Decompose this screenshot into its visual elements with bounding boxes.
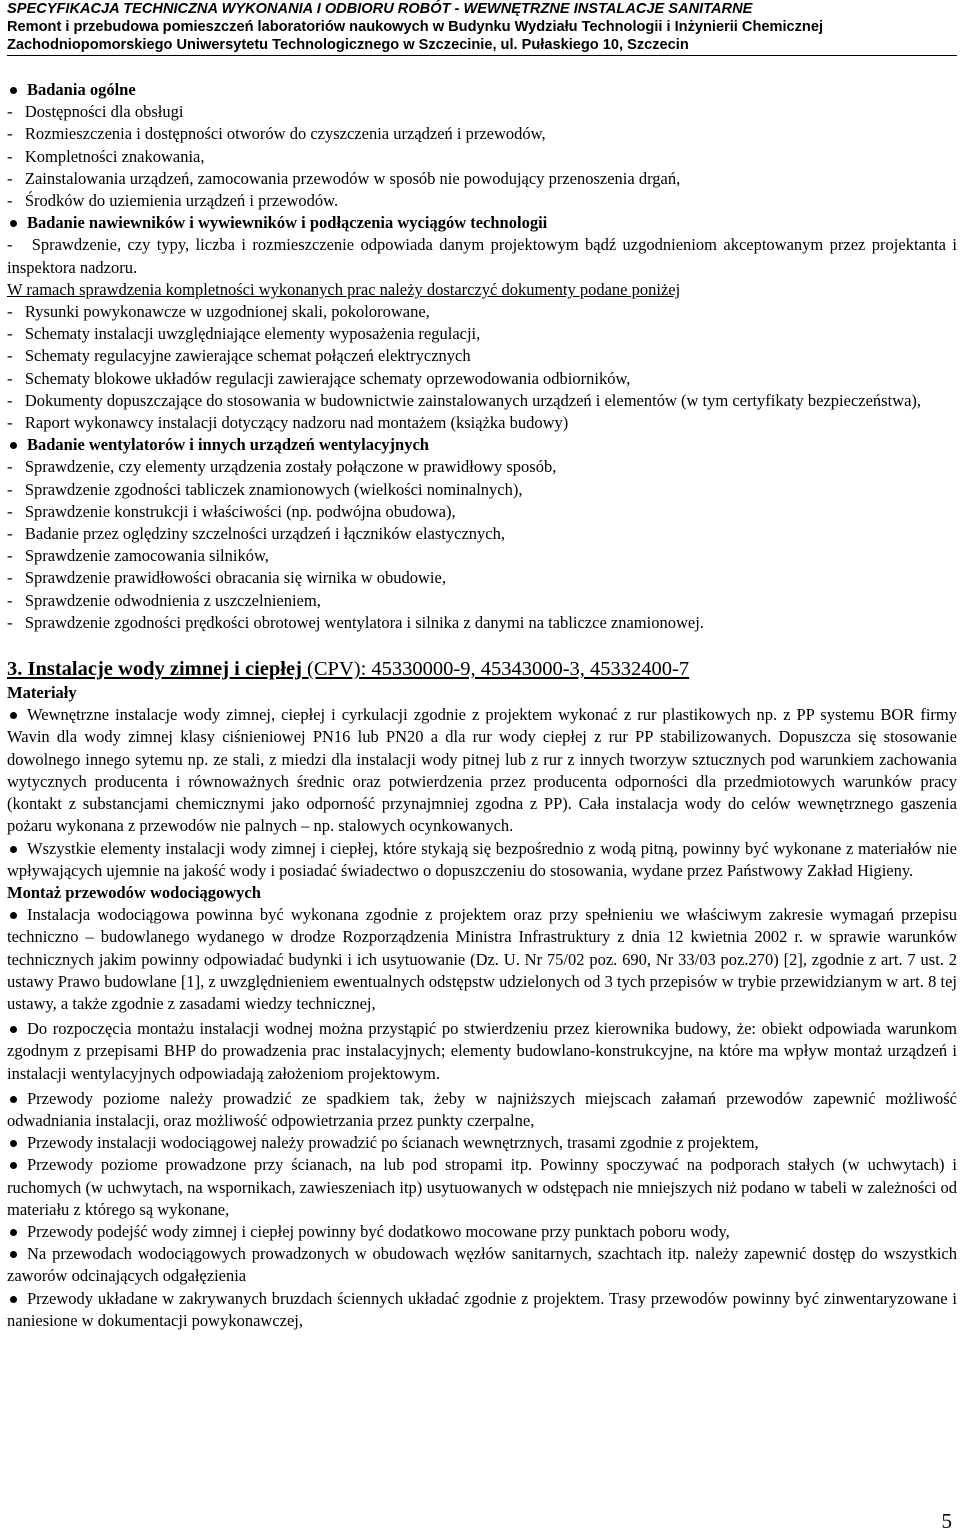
fan-test-item: - Sprawdzenie zamocowania silników, <box>7 546 269 566</box>
section-3-title-bold: 3. Instalacje wody zimnej i ciepłej <box>7 658 302 681</box>
header-rule <box>7 55 957 56</box>
fan-test-item: - Sprawdzenie zgodności tabliczek znamionowych (wielkości nominalnych), <box>7 479 523 499</box>
general-test-item: - Środków do uziemienia urządzeń i przewodów. <box>7 191 339 211</box>
fan-test-item: - Sprawdzenie zgodności prędkości obrotowej wentylatora i silnika z danymi na tabliczce znamionowej. <box>7 612 704 632</box>
section-3-title <box>7 656 957 682</box>
fan-test-item: - Badanie przez oględziny szczelności urządzeń i łączników elastycznych, <box>7 524 505 544</box>
doc-item: - Schematy instalacji uwzględniające elementy wyposażenia regulacji, <box>7 324 481 344</box>
docs-intro: W ramach sprawdzenia kompletności wykonanych prac należy dostarczyć dokumenty podane poniżej <box>7 279 681 299</box>
doc-item: - Dokumenty dopuszczające do stosowania w budownictwie zainstalowanych urządzeń i elementów (w tym certyfikaty bezpieczeństwa), <box>7 390 922 410</box>
general-test-item: - Kompletności znakowania, <box>7 146 205 166</box>
materials-item: Wszystkie elementy instalacji wody zimnej i ciepłej, które stykają się bezpośrednio z wodą pitną, powinny być wykonane z materiałów nie wpływających ujemnie na jakość wody i posiadać świadectwo o dopuszczeniu do stosowania, wydane przez Państwowy Zakład Higieny. <box>7 838 957 882</box>
doc-item: - Schematy blokowe układów regulacji zawierające schematy oprzewodowania odbiorników, <box>7 368 631 388</box>
vents-check-text: - Sprawdzenie, czy typy, liczba i rozmieszczenie odpowiada danym projektowym bądź uzgodnieniom akceptowanym przez projektanta i inspektora nadzoru. <box>7 235 958 277</box>
fan-test-item: - Sprawdzenie konstrukcji i właściwości (np. podwójna obudowa), <box>7 501 456 521</box>
fan-test-item: - Sprawdzenie prawidłowości obracania się wirnika w obudowie, <box>7 568 446 588</box>
doc-item: - Raport wykonawcy instalacji dotyczący nadzoru nad montażem (książka budowy) <box>7 413 569 433</box>
general-tests-heading: Badania ogólne <box>7 79 957 101</box>
doc-item: - Rysunki powykonawcze w uzgodnionej skali, pokolorowane, <box>7 302 430 322</box>
header-address-line: Zachodniopomorskiego Uniwersytetu Technologicznego w Szczecinie, ul. Pułaskiego 10, Szczecin <box>7 37 689 53</box>
header-spec-title: SPECYFIKACJA TECHNICZNA WYKONANIA I ODBIORU ROBÓT - WEWNĘTRZNE INSTALACJE SANITARNE <box>7 1 753 17</box>
install-item: Do rozpoczęcia montażu instalacji wodnej można przystąpić po stwierdzeniu przez kierownika budowy, że: obiekt odpowiada warunkom zgodnym z przepisami BHP do prowadzenia prac instalacyjnych; elementy budowlano-konstrukcyjne, na które ma wpływ montaż urządzeń i instalacji wentylacyjnych odpowiadają założeniom projektowym. <box>7 1018 957 1085</box>
general-test-item: - Zainstalowania urządzeń, zamocowania przewodów w sposób nie powodujący przenoszenia drgań, <box>7 168 681 188</box>
materials-heading: Materiały <box>7 683 77 703</box>
install-item: Instalacja wodociągowa powinna być wykonana zgodnie z projektem oraz przy spełnieniu we właściwym zakresie wymagań przepisu techniczno – budowlanego wydanego w drodze Rozporządzenia Ministra Infrastruktury z dnia 12 kwietnia 2002 r. w sprawie warunków technicznych jakim powinny odpowiadać budynki i ich usytuowanie (Dz. U. Nr 75/02 poz. 690, Nr 33/03 poz.270) [2], zgodnie z art. 7 ust. 2 ustawy Prawo budowlane [1], z uwzględnieniem ewentualnych odstępstw udzielonych od 3 tych przepisów w trybie przewidzianym w art. 8 tej ustawy, a także zgodnie z zasadami wiedzy technicznej, <box>7 904 957 1015</box>
header-project-line: Remont i przebudowa pomieszczeń laboratoriów naukowych w Budynku Wydziału Technologii i Inżynierii Chemicznej <box>7 19 824 35</box>
install-item: Przewody układane w zakrywanych bruzdach ściennych układać zgodnie z projektem. Trasy przewodów powinny być zinwentaryzowane i naniesione w dokumentacji powykonawczej, <box>7 1288 957 1332</box>
document-page <box>7 0 957 1332</box>
install-item: Przewody poziome prowadzone przy ścianach, na lub pod stropami itp. Powinny spoczywać na podporach stałych (w uchwytach) i ruchomych (w uchwytach, na wspornikach, zawieszeniach itp) usytuowanych w odstępach nie mniejszych niż podano w tabeli w zależności od materiału z którego są wykonane, <box>7 1154 957 1221</box>
vents-tests-heading: Badanie nawiewników i wywiewników i podłączenia wyciągów technologii <box>7 212 957 234</box>
fans-tests-heading: Badanie wentylatorów i innych urządzeń wentylacyjnych <box>7 434 957 456</box>
section-3-cpv-codes: (CPV): 45330000-9, 45343000-3, 45332400-7 <box>301 658 690 681</box>
document-body <box>7 79 957 1332</box>
page-header <box>7 0 957 56</box>
install-heading: Montaż przewodów wodociągowych <box>7 882 261 902</box>
install-item: Przewody poziome należy prowadzić ze spadkiem tak, żeby w najniższych miejscach załamań przewodów zapewnić możliwość odwadniania instalacji, oraz możliwość odpowietrzania przez punkty czerpalne, <box>7 1088 957 1132</box>
materials-item: Wewnętrzne instalacje wody zimnej, ciepłej i cyrkulacji zgodnie z projektem wykonać z rur plastikowych np. z PP systemu BOR firmy Wavin dla wody zimnej klasy ciśnieniowej PN16 lub PN20 a dla rur wody ciepłej z rur PP stabilizowanych. Dopuszcza się stosowanie dowolnego innego sytemu np. ze stali, z miedzi dla instalacji wody pitnej lub z rur z innych tworzyw sztucznych pod warunkiem zachowania wytycznych producenta i równoważnych średnic oraz potwierdzenia przez producenta odporności dla przedmiotowych warunków pracy (kontakt z substancjami chemicznymi jako odporność przynajmniej zgodna z PP). Cała instalacja wody do celów wewnętrznego gaszenia pożaru wykonana z przewodów nie palnych – np. stalowych ocynkowanych. <box>7 704 957 837</box>
doc-item: - Schematy regulacyjne zawierające schemat połączeń elektrycznych <box>7 346 471 366</box>
general-test-item: - Dostępności dla obsługi <box>7 102 184 122</box>
fan-test-item: - Sprawdzenie odwodnienia z uszczelnieniem, <box>7 590 321 610</box>
general-test-item: - Rozmieszczenia i dostępności otworów do czyszczenia urządzeń i przewodów, <box>7 124 546 144</box>
page-number: 5 <box>941 1509 952 1533</box>
install-item: Na przewodach wodociągowych prowadzonych w obudowach węzłów sanitarnych, szachtach itp. należy zapewnić dostęp do wszystkich zaworów odcinających odgałęzienia <box>7 1243 957 1287</box>
install-item: Przewody podejść wody zimnej i ciepłej powinny być dodatkowo mocowane przy punktach poboru wody, <box>7 1221 957 1243</box>
fan-test-item: - Sprawdzenie, czy elementy urządzenia zostały połączone w prawidłowy sposób, <box>7 457 557 477</box>
install-item: Przewody instalacji wodociągowej należy prowadzić po ścianach wewnętrznych, trasami zgodnie z projektem, <box>7 1132 957 1154</box>
